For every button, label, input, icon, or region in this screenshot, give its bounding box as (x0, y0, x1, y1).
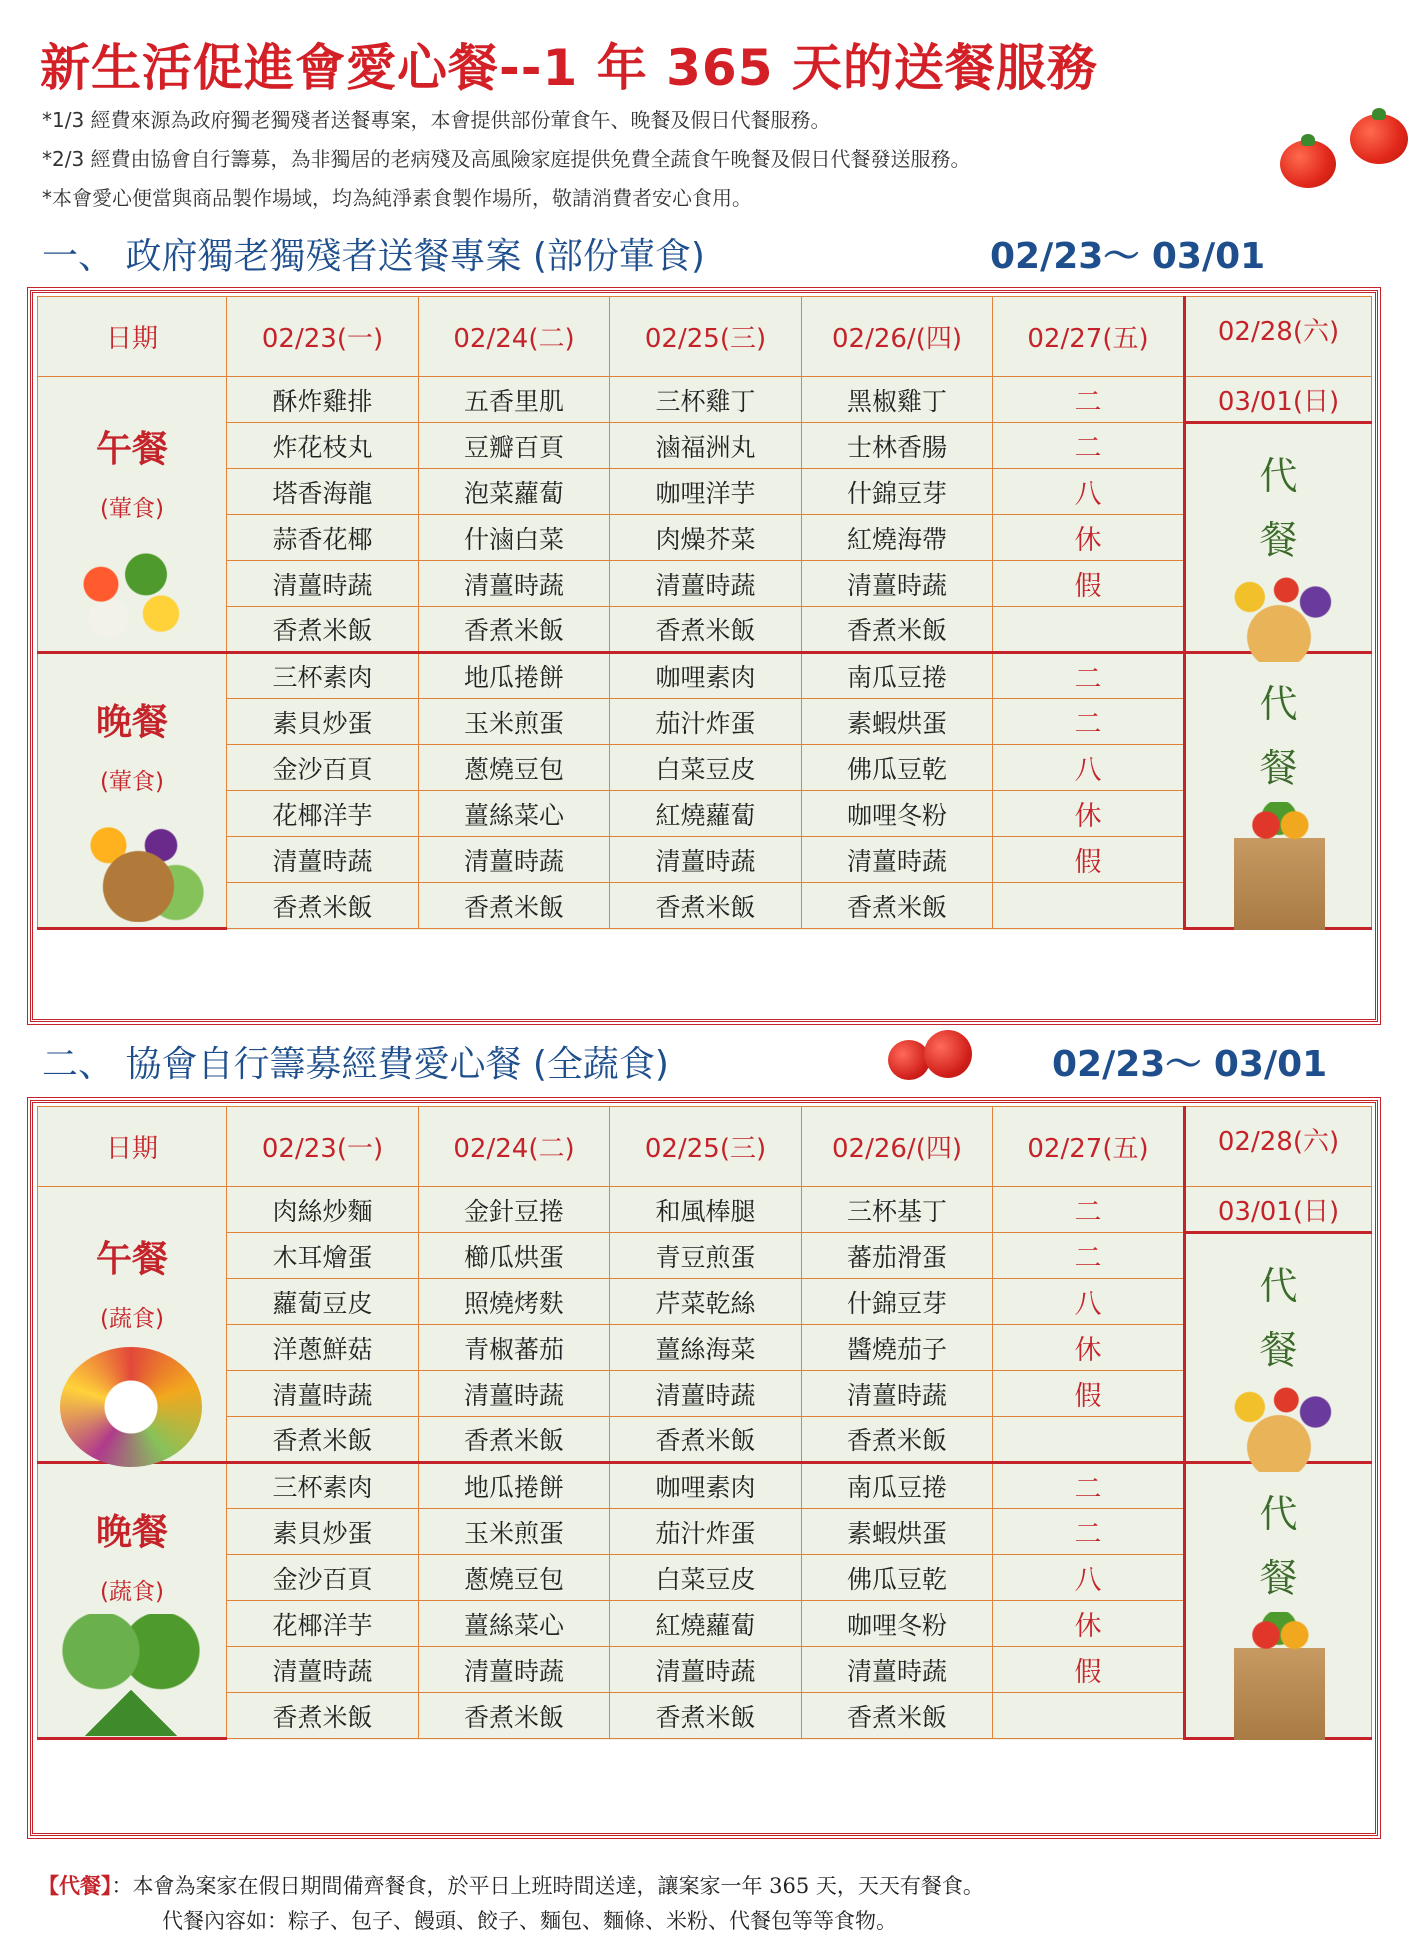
menu-cell: 清薑時蔬 (227, 1371, 419, 1417)
menu-cell: 香煮米飯 (419, 1693, 610, 1739)
menu-cell: 香煮米飯 (227, 1693, 419, 1739)
footer-line-1: ：本會為案家在假日期間備齊餐食，於平日上班時間送達，讓案家一年 365 天，天天有餐食。 (111, 1874, 984, 1898)
vegetables-image (56, 545, 206, 643)
vegetable-heart-image (56, 1614, 206, 1736)
holiday-cell: 二 (993, 1233, 1185, 1279)
menu-cell: 紅燒蘿蔔 (610, 1601, 802, 1647)
menu-cell: 紅燒蘿蔔 (610, 791, 802, 837)
saturday-header: 02/28(六) (1185, 297, 1372, 377)
holiday-cell: 二 (993, 1463, 1185, 1509)
menu-cell: 玉米煎蛋 (419, 1509, 610, 1555)
menu-cell: 金沙百頁 (227, 745, 419, 791)
fruit-box-image (1206, 1372, 1352, 1472)
menu-cell: 香煮米飯 (802, 607, 993, 653)
menu-cell: 三杯基丁 (802, 1187, 993, 1233)
holiday-cell: 八 (993, 469, 1185, 515)
menu-cell: 咖哩素肉 (610, 653, 802, 699)
weekend-meal-text: 代 餐 (1259, 1492, 1298, 1600)
holiday-cell: 假 (993, 837, 1185, 883)
holiday-cell: 八 (993, 745, 1185, 791)
menu-cell: 佛瓜豆乾 (802, 1555, 993, 1601)
menu-cell: 地瓜捲餅 (419, 653, 610, 699)
menu-cell: 照燒烤麩 (419, 1279, 610, 1325)
menu-cell: 青豆煎蛋 (610, 1233, 802, 1279)
menu-cell: 洋蔥鮮菇 (227, 1325, 419, 1371)
menu-cell: 滷福洲丸 (610, 423, 802, 469)
menu-cell: 清薑時蔬 (610, 837, 802, 883)
weekend-meal-text: 代 餐 (1259, 1264, 1298, 1372)
menu-cell: 南瓜豆捲 (802, 1463, 993, 1509)
menu-cell: 金沙百頁 (227, 1555, 419, 1601)
menu-cell: 素蝦烘蛋 (802, 1509, 993, 1555)
menu-cell: 清薑時蔬 (802, 1371, 993, 1417)
menu-table-1 (37, 296, 1372, 930)
holiday-cell: 二 (993, 699, 1185, 745)
weekend-meal-cell (1185, 423, 1372, 653)
menu-cell: 蔥燒豆包 (419, 745, 610, 791)
holiday-cell: 休 (993, 515, 1185, 561)
menu-cell: 香煮米飯 (419, 883, 610, 929)
menu-cell: 香煮米飯 (419, 1417, 610, 1463)
menu-cell: 士林香腸 (802, 423, 993, 469)
menu-cell: 香煮米飯 (802, 883, 993, 929)
vegetable-circle-image (60, 1347, 202, 1467)
menu-cell: 香煮米飯 (227, 883, 419, 929)
day-header: 02/27(五) (993, 1107, 1185, 1187)
tomato-icon (1350, 114, 1408, 164)
menu-cell: 咖哩冬粉 (802, 791, 993, 837)
holiday-cell: 休 (993, 791, 1185, 837)
menu-cell: 清薑時蔬 (610, 1647, 802, 1693)
menu-cell: 青椒蕃茄 (419, 1325, 610, 1371)
dinner-type: (葷食) (100, 769, 164, 795)
menu-cell: 香煮米飯 (802, 1693, 993, 1739)
menu-cell: 清薑時蔬 (419, 1647, 610, 1693)
menu-cell: 玉米煎蛋 (419, 699, 610, 745)
holiday-cell (993, 1417, 1185, 1463)
menu-cell: 清薑時蔬 (227, 561, 419, 607)
section-2-heading: 二、 協會自行籌募經費愛心餐 (全蔬食) (42, 1044, 669, 1085)
menu-cell: 木耳燴蛋 (227, 1233, 419, 1279)
page-title: 新生活促進會愛心餐--1 年 365 天的送餐服務 (40, 39, 1098, 97)
menu-cell: 地瓜捲餅 (419, 1463, 610, 1509)
dinner-label-cell (38, 1463, 227, 1739)
lunch-label-cell (38, 1187, 227, 1463)
menu-cell: 蔥燒豆包 (419, 1555, 610, 1601)
menu-cell: 南瓜豆捲 (802, 653, 993, 699)
lunch-title: 午餐 (95, 1239, 168, 1280)
menu-cell: 三杯雞丁 (610, 377, 802, 423)
note-2: *2/3 經費由協會自行籌募，為非獨居的老病殘及高風險家庭提供免費全蔬食午晚餐及假日代餐發送服務。 (42, 147, 971, 171)
menu-cell: 香煮米飯 (227, 1417, 419, 1463)
menu-cell: 炸花枝丸 (227, 423, 419, 469)
section-2-date-range: 02/23～ 03/01 (1052, 1044, 1328, 1085)
day-header: 02/25(三) (610, 1107, 802, 1187)
dinner-type: (蔬食) (100, 1579, 164, 1605)
day-header: 02/24(二) (419, 297, 610, 377)
menu-cell: 香煮米飯 (227, 607, 419, 653)
note-3: *本會愛心便當與商品製作場域，均為純淨素食製作場所，敬請消費者安心食用。 (42, 186, 752, 210)
menu-cell: 素蝦烘蛋 (802, 699, 993, 745)
section-1-heading: 一、 政府獨老獨殘者送餐專案 (部份葷食) (42, 236, 705, 277)
holiday-cell: 二 (993, 423, 1185, 469)
menu-cell: 咖哩洋芋 (610, 469, 802, 515)
menu-cell: 肉絲炒麵 (227, 1187, 419, 1233)
menu-cell: 佛瓜豆乾 (802, 745, 993, 791)
menu-cell: 什錦豆芽 (802, 1279, 993, 1325)
holiday-cell: 二 (993, 1509, 1185, 1555)
holiday-cell: 休 (993, 1325, 1185, 1371)
menu-cell: 清薑時蔬 (419, 837, 610, 883)
menu-cell: 素貝炒蛋 (227, 699, 419, 745)
menu-cell: 醬燒茄子 (802, 1325, 993, 1371)
menu-cell: 肉燥芥菜 (610, 515, 802, 561)
dinner-title: 晚餐 (95, 702, 168, 743)
apple-icon (888, 1040, 930, 1080)
holiday-cell: 八 (993, 1279, 1185, 1325)
menu-cell: 櫛瓜烘蛋 (419, 1233, 610, 1279)
lunch-title: 午餐 (95, 429, 168, 470)
menu-cell: 清薑時蔬 (610, 1371, 802, 1417)
saturday-header: 02/28(六) (1185, 1107, 1372, 1187)
menu-cell: 白菜豆皮 (610, 1555, 802, 1601)
grocery-bag-image (1214, 1612, 1344, 1740)
holiday-cell (993, 1693, 1185, 1739)
menu-cell: 清薑時蔬 (419, 561, 610, 607)
menu-cell: 香煮米飯 (610, 883, 802, 929)
menu-cell: 清薑時蔬 (227, 837, 419, 883)
menu-cell: 香煮米飯 (610, 607, 802, 653)
menu-cell: 白菜豆皮 (610, 745, 802, 791)
tomato-icon (1280, 140, 1336, 188)
weekend-meal-cell (1185, 1233, 1372, 1463)
menu-cell: 三杯素肉 (227, 653, 419, 699)
day-header: 02/25(三) (610, 297, 802, 377)
menu-cell: 蕃茄滑蛋 (802, 1233, 993, 1279)
lunch-type: (蔬食) (100, 1306, 164, 1332)
menu-cell: 什錦豆芽 (802, 469, 993, 515)
menu-cell: 香煮米飯 (610, 1417, 802, 1463)
holiday-cell: 休 (993, 1601, 1185, 1647)
date-label: 日期 (38, 1107, 227, 1187)
menu-cell: 清薑時蔬 (610, 561, 802, 607)
day-header: 02/26/(四) (802, 1107, 993, 1187)
holiday-cell: 假 (993, 561, 1185, 607)
holiday-cell (993, 883, 1185, 929)
apple-icon (924, 1030, 972, 1078)
date-label: 日期 (38, 297, 227, 377)
menu-cell: 香煮米飯 (419, 607, 610, 653)
fruit-basket-image (56, 804, 206, 922)
menu-cell: 薑絲菜心 (419, 791, 610, 837)
note-1: *1/3 經費來源為政府獨老獨殘者送餐專案，本會提供部份葷食午、晚餐及假日代餐服務。 (42, 108, 831, 132)
menu-cell: 三杯素肉 (227, 1463, 419, 1509)
holiday-cell: 假 (993, 1647, 1185, 1693)
grocery-bag-image (1214, 802, 1344, 930)
menu-cell: 紅燒海帶 (802, 515, 993, 561)
menu-cell: 金針豆捲 (419, 1187, 610, 1233)
menu-cell: 咖哩冬粉 (802, 1601, 993, 1647)
menu-cell: 酥炸雞排 (227, 377, 419, 423)
menu-cell: 塔香海龍 (227, 469, 419, 515)
menu-cell: 芹菜乾絲 (610, 1279, 802, 1325)
holiday-cell: 二 (993, 377, 1185, 423)
day-header: 02/24(二) (419, 1107, 610, 1187)
day-header: 02/27(五) (993, 297, 1185, 377)
menu-cell: 香煮米飯 (610, 1693, 802, 1739)
weekend-meal-cell (1185, 1463, 1372, 1739)
day-header: 02/23(一) (227, 1107, 419, 1187)
section-1-date-range: 02/23～ 03/01 (990, 236, 1266, 277)
menu-table-2 (37, 1106, 1372, 1740)
holiday-cell: 二 (993, 653, 1185, 699)
footer-label: 【代餐】 (38, 1873, 112, 1898)
menu-cell: 泡菜蘿蔔 (419, 469, 610, 515)
dinner-title: 晚餐 (95, 1512, 168, 1553)
menu-cell: 花椰洋芋 (227, 1601, 419, 1647)
menu-cell: 和風棒腿 (610, 1187, 802, 1233)
menu-cell: 什滷白菜 (419, 515, 610, 561)
menu-cell: 花椰洋芋 (227, 791, 419, 837)
holiday-cell: 二 (993, 1187, 1185, 1233)
sunday-header: 03/01(日) (1185, 1187, 1372, 1233)
day-header: 02/23(一) (227, 297, 419, 377)
menu-cell: 清薑時蔬 (419, 1371, 610, 1417)
footer-note (38, 1870, 984, 1900)
menu-cell: 清薑時蔬 (802, 837, 993, 883)
menu-cell: 香煮米飯 (802, 1417, 993, 1463)
menu-cell: 茄汁炸蛋 (610, 699, 802, 745)
menu-cell: 黑椒雞丁 (802, 377, 993, 423)
footer-line-2: 代餐內容如：粽子、包子、饅頭、餃子、麵包、麵條、米粉、代餐包等等食物。 (162, 1909, 897, 1933)
menu-cell: 清薑時蔬 (227, 1647, 419, 1693)
weekend-meal-text: 代 餐 (1259, 454, 1298, 562)
menu-cell: 咖哩素肉 (610, 1463, 802, 1509)
lunch-label-cell (38, 377, 227, 653)
fruit-box-image (1206, 562, 1352, 662)
lunch-type: (葷食) (100, 496, 164, 522)
sunday-header: 03/01(日) (1185, 377, 1372, 423)
day-header: 02/26/(四) (802, 297, 993, 377)
menu-cell: 薑絲海菜 (610, 1325, 802, 1371)
menu-cell: 清薑時蔬 (802, 1647, 993, 1693)
menu-cell: 蒜香花椰 (227, 515, 419, 561)
dinner-label-cell (38, 653, 227, 929)
holiday-cell (993, 607, 1185, 653)
menu-cell: 豆瓣百頁 (419, 423, 610, 469)
menu-cell: 清薑時蔬 (802, 561, 993, 607)
menu-cell: 薑絲菜心 (419, 1601, 610, 1647)
weekend-meal-cell (1185, 653, 1372, 929)
menu-cell: 素貝炒蛋 (227, 1509, 419, 1555)
holiday-cell: 假 (993, 1371, 1185, 1417)
menu-cell: 蘿蔔豆皮 (227, 1279, 419, 1325)
menu-cell: 茄汁炸蛋 (610, 1509, 802, 1555)
weekend-meal-text: 代 餐 (1259, 682, 1298, 790)
menu-cell: 五香里肌 (419, 377, 610, 423)
holiday-cell: 八 (993, 1555, 1185, 1601)
